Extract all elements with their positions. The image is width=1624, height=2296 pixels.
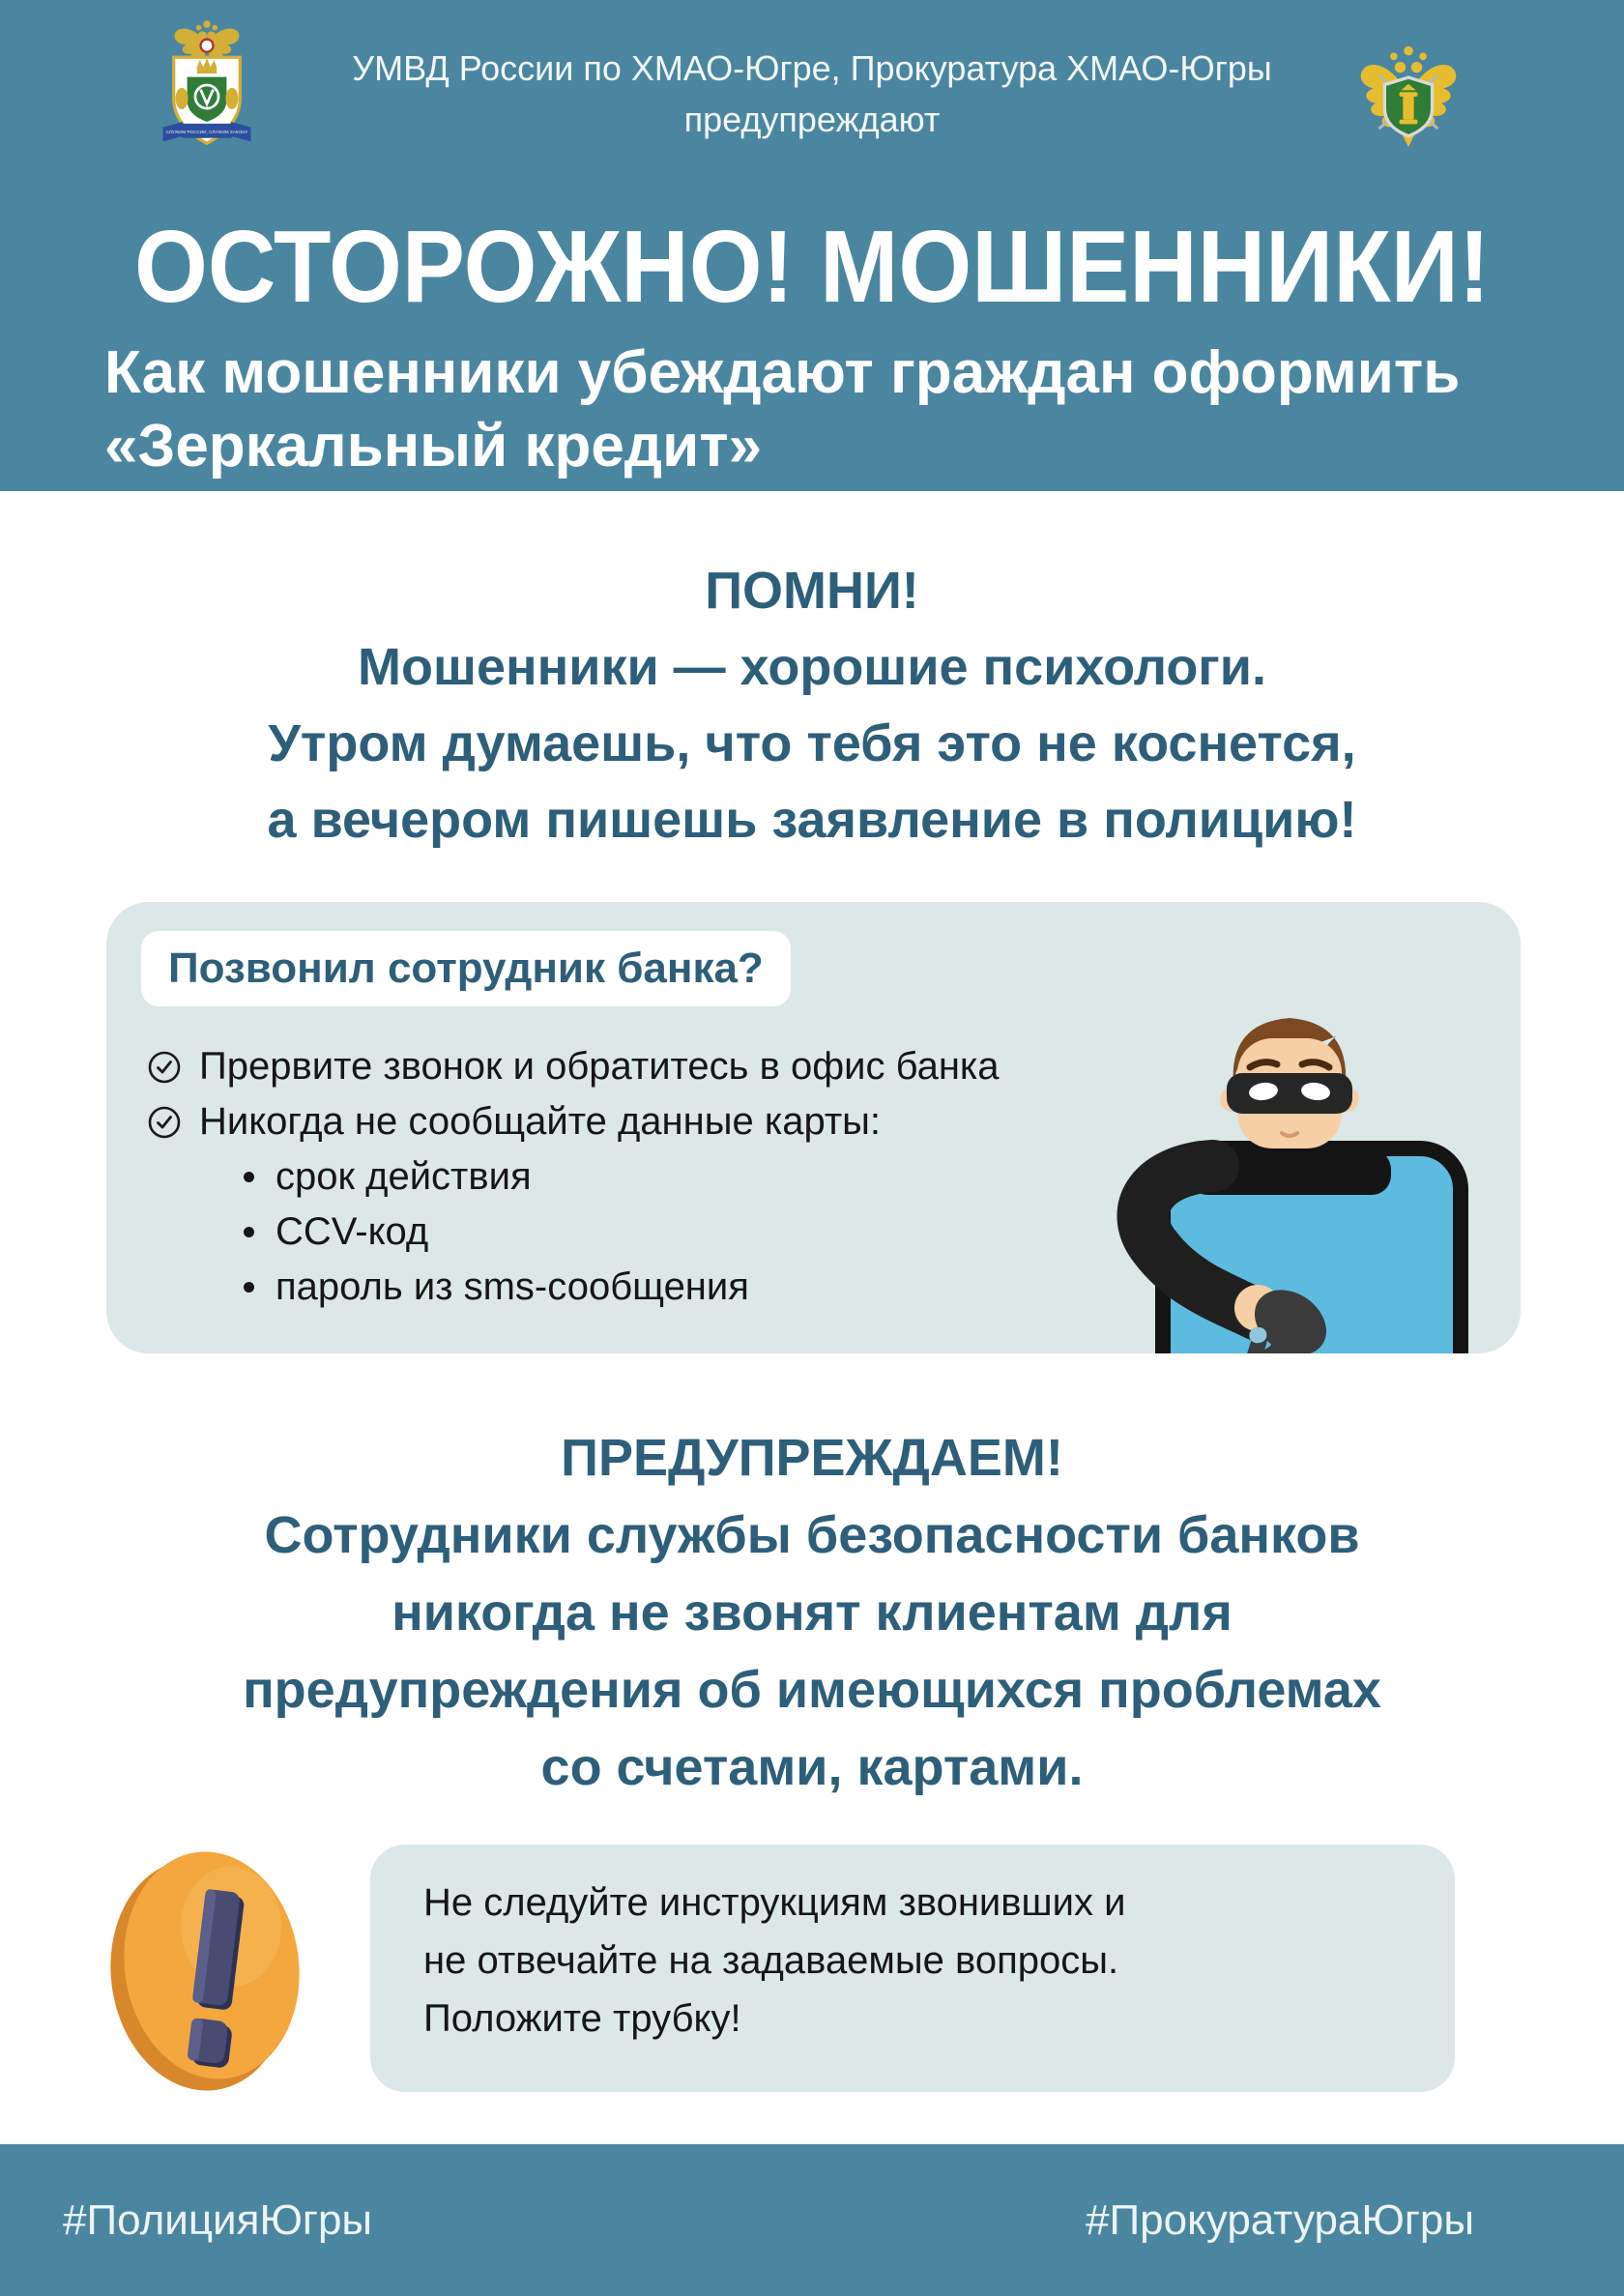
bullet-item	[244, 1205, 1000, 1260]
exclamation-mark-icon	[100, 1842, 317, 2095]
org-header	[0, 43, 1624, 145]
check-item-text: Прервите звонок и обратитесь в офис банка	[199, 1045, 1000, 1088]
bullet-item-text: срок действия	[276, 1155, 532, 1198]
reminder-block	[0, 553, 1624, 858]
warning-line2: никогда не звонят клиентам для	[392, 1584, 1232, 1642]
warning-heading: ПРЕДУПРЕЖДАЕМ!	[561, 1429, 1063, 1487]
reminder-line2: Утром думаешь, что тебя это не коснется,	[268, 714, 1356, 772]
scammer-in-phone-illustration	[1095, 1003, 1482, 1353]
poster-title: ОСТОРОЖНО! МОШЕННИКИ!	[133, 210, 1491, 324]
org-line1: УМВД России по ХМАО-Югре, Прокуратура ХМАО-Югры	[352, 48, 1272, 88]
check-item	[147, 1039, 1000, 1094]
subtitle-line2: «Зеркальный кредит»	[104, 413, 763, 480]
bank-card-checklist	[147, 1039, 1000, 1315]
bullet-dot	[244, 1282, 254, 1293]
check-circle-icon	[147, 1105, 182, 1140]
note-line3: Положите трубку!	[423, 1997, 741, 2040]
bullet-dot	[244, 1172, 254, 1182]
warning-line1: Сотрудники службы безопасности банков	[264, 1506, 1360, 1564]
police-motto-text: СЛУЖИМ РОССИИ, СЛУЖИМ ЗАКОНУ	[165, 130, 248, 135]
police-hashtag: #ПолицияЮгры	[63, 2195, 373, 2244]
bullet-item-text: пароль из sms-сообщения	[276, 1265, 749, 1308]
bullet-item	[244, 1260, 1000, 1315]
hero-header	[0, 0, 1624, 491]
check-item	[147, 1094, 1000, 1149]
bullet-item-text: CCV-код	[276, 1210, 429, 1253]
warning-line4: со счетами, картами.	[540, 1738, 1084, 1796]
reminder-line3: а вечером пишешь заявление в полицию!	[267, 791, 1357, 849]
note-line1: Не следуйте инструкциям звонивших и	[423, 1881, 1126, 1924]
subtitle-line1: Как мошенники убеждают граждан оформить	[104, 339, 1461, 406]
bullet-dot	[244, 1227, 254, 1237]
note-line2: не отвечайте на задаваемые вопросы.	[423, 1939, 1119, 1982]
poster-subtitle	[104, 336, 1460, 483]
note-bubble	[370, 1845, 1455, 2092]
bullet-item	[244, 1149, 1000, 1205]
footer-band	[0, 2144, 1624, 2296]
prosecutor-hashtag: #ПрокуратураЮгры	[1086, 2195, 1474, 2244]
check-circle-icon	[147, 1050, 182, 1085]
warning-line3: предупреждения об имеющихся проблемах	[243, 1661, 1381, 1719]
warning-block	[0, 1419, 1624, 1806]
bank-card-label: Позвонил сотрудник банка?	[141, 931, 791, 1006]
reminder-heading: ПОМНИ!	[705, 562, 919, 620]
check-item-text: Никогда не сообщайте данные карты:	[199, 1100, 881, 1143]
reminder-line1: Мошенники — хорошие психологи.	[358, 638, 1266, 696]
org-line2: предупреждают	[683, 100, 941, 139]
bank-call-card	[106, 902, 1521, 1353]
